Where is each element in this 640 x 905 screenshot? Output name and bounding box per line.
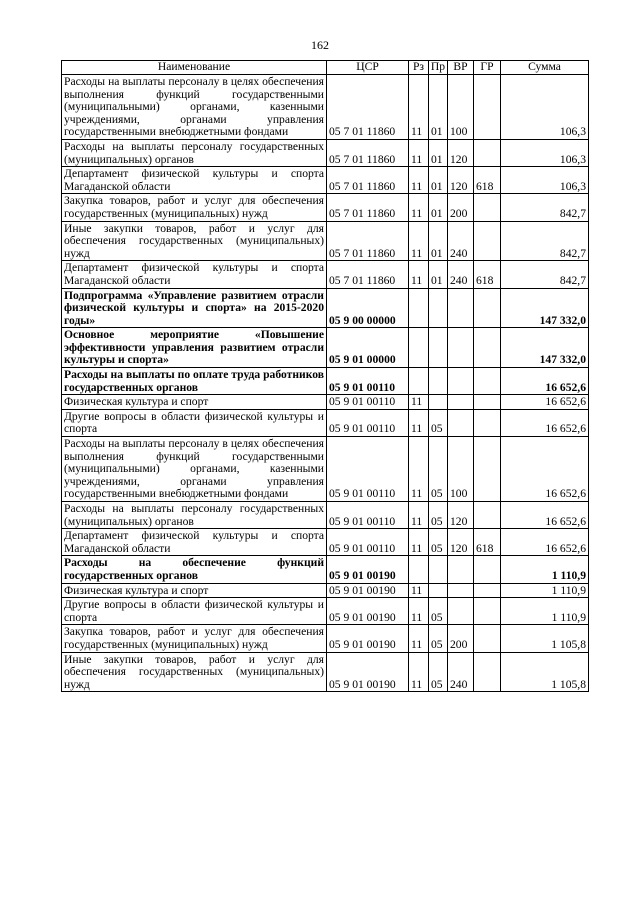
cell-pr: 01 — [429, 261, 448, 288]
cell-pr: 01 — [429, 221, 448, 261]
cell-name: Расходы на обеспечение функций государственных органов — [62, 556, 327, 583]
header-rz: Рз — [409, 61, 429, 75]
cell-csr: 05 9 01 00110 — [327, 502, 409, 529]
cell-vr — [448, 368, 474, 395]
cell-csr: 05 7 01 11860 — [327, 261, 409, 288]
cell-sum: 1 110,9 — [501, 556, 589, 583]
cell-sum: 106,3 — [501, 167, 589, 194]
cell-gr — [474, 194, 501, 221]
table-row — [62, 221, 589, 261]
cell-rz — [409, 368, 429, 395]
cell-name: Закупка товаров, работ и услуг для обеспечения государственных (муниципальных) нужд — [62, 194, 327, 221]
cell-name: Основное мероприятие «Повышение эффективности управления развитием отрасли культуры и спорта» — [62, 328, 327, 368]
cell-gr — [474, 502, 501, 529]
cell-rz: 11 — [409, 167, 429, 194]
cell-vr: 100 — [448, 75, 474, 140]
header-pr: Пр — [429, 61, 448, 75]
cell-csr: 05 9 01 00190 — [327, 652, 409, 692]
cell-sum: 842,7 — [501, 261, 589, 288]
cell-name: Расходы на выплаты персоналу государственных (муниципальных) органов — [62, 502, 327, 529]
table-row — [62, 288, 589, 328]
cell-sum: 16 652,6 — [501, 409, 589, 436]
cell-gr — [474, 328, 501, 368]
cell-rz: 11 — [409, 221, 429, 261]
cell-gr — [474, 625, 501, 652]
cell-sum: 16 652,6 — [501, 437, 589, 502]
cell-pr: 01 — [429, 194, 448, 221]
cell-pr: 05 — [429, 502, 448, 529]
cell-rz: 11 — [409, 261, 429, 288]
cell-sum: 106,3 — [501, 139, 589, 166]
cell-sum: 16 652,6 — [501, 502, 589, 529]
cell-csr: 05 9 01 00190 — [327, 583, 409, 598]
cell-pr: 05 — [429, 529, 448, 556]
cell-vr — [448, 288, 474, 328]
table-row — [62, 502, 589, 529]
cell-name: Расходы на выплаты персоналу государственных (муниципальных) органов — [62, 139, 327, 166]
header-csr: ЦСР — [327, 61, 409, 75]
cell-sum: 842,7 — [501, 221, 589, 261]
cell-sum: 1 110,9 — [501, 583, 589, 598]
cell-gr — [474, 556, 501, 583]
cell-rz: 11 — [409, 194, 429, 221]
table-row — [62, 556, 589, 583]
cell-name: Расходы на выплаты по оплате труда работников государственных органов — [62, 368, 327, 395]
cell-name: Департамент физической культуры и спорта Магаданской области — [62, 261, 327, 288]
table-row — [62, 395, 589, 410]
cell-gr — [474, 409, 501, 436]
cell-csr: 05 9 01 00110 — [327, 437, 409, 502]
header-sum: Сумма — [501, 61, 589, 75]
cell-csr: 05 9 01 00190 — [327, 556, 409, 583]
cell-csr: 05 9 01 00190 — [327, 598, 409, 625]
cell-name: Департамент физической культуры и спорта Магаданской области — [62, 167, 327, 194]
cell-rz: 11 — [409, 625, 429, 652]
cell-pr: 05 — [429, 625, 448, 652]
cell-rz: 11 — [409, 409, 429, 436]
cell-vr: 240 — [448, 221, 474, 261]
cell-gr — [474, 75, 501, 140]
cell-pr: 05 — [429, 652, 448, 692]
cell-csr: 05 7 01 11860 — [327, 167, 409, 194]
cell-pr: 05 — [429, 437, 448, 502]
cell-csr: 05 9 01 00110 — [327, 395, 409, 410]
cell-vr: 120 — [448, 502, 474, 529]
cell-name: Другие вопросы в области физической культуры и спорта — [62, 409, 327, 436]
cell-gr — [474, 652, 501, 692]
cell-name: Другие вопросы в области физической культуры и спорта — [62, 598, 327, 625]
cell-rz: 11 — [409, 583, 429, 598]
table-row — [62, 167, 589, 194]
cell-vr: 240 — [448, 652, 474, 692]
table-row — [62, 529, 589, 556]
cell-pr — [429, 288, 448, 328]
cell-name: Физическая культура и спорт — [62, 583, 327, 598]
cell-rz: 11 — [409, 395, 429, 410]
cell-vr: 100 — [448, 437, 474, 502]
cell-rz: 11 — [409, 652, 429, 692]
cell-csr: 05 7 01 11860 — [327, 194, 409, 221]
cell-gr: 618 — [474, 529, 501, 556]
page-number: 162 — [311, 38, 329, 52]
cell-vr: 200 — [448, 194, 474, 221]
cell-sum: 147 332,0 — [501, 288, 589, 328]
table-row — [62, 437, 589, 502]
cell-name: Иные закупки товаров, работ и услуг для обеспечения государственных (муниципальных) нужд — [62, 221, 327, 261]
cell-rz: 11 — [409, 529, 429, 556]
cell-name: Закупка товаров, работ и услуг для обеспечения государственных (муниципальных) нужд — [62, 625, 327, 652]
table-body — [62, 75, 589, 692]
cell-vr — [448, 583, 474, 598]
cell-sum: 16 652,6 — [501, 529, 589, 556]
cell-sum: 16 652,6 — [501, 368, 589, 395]
table-row — [62, 368, 589, 395]
header-gr: ГР — [474, 61, 501, 75]
cell-csr: 05 7 01 11860 — [327, 221, 409, 261]
cell-name: Иные закупки товаров, работ и услуг для обеспечения государственных (муниципальных) нужд — [62, 652, 327, 692]
cell-gr — [474, 221, 501, 261]
cell-gr — [474, 139, 501, 166]
cell-pr — [429, 583, 448, 598]
cell-sum: 106,3 — [501, 75, 589, 140]
cell-csr: 05 9 01 00000 — [327, 328, 409, 368]
cell-rz — [409, 288, 429, 328]
table-row — [62, 75, 589, 140]
cell-gr: 618 — [474, 167, 501, 194]
cell-sum: 16 652,6 — [501, 395, 589, 410]
table-row — [62, 409, 589, 436]
cell-pr: 05 — [429, 598, 448, 625]
cell-sum: 1 105,8 — [501, 652, 589, 692]
cell-csr: 05 7 01 11860 — [327, 139, 409, 166]
cell-gr — [474, 395, 501, 410]
table-row — [62, 625, 589, 652]
table-row — [62, 328, 589, 368]
cell-rz — [409, 556, 429, 583]
cell-gr: 618 — [474, 261, 501, 288]
header-name: Наименование — [62, 61, 327, 75]
cell-pr — [429, 395, 448, 410]
table-row — [62, 652, 589, 692]
cell-gr — [474, 583, 501, 598]
cell-sum: 1 110,9 — [501, 598, 589, 625]
cell-vr — [448, 598, 474, 625]
cell-csr: 05 9 00 00000 — [327, 288, 409, 328]
cell-gr — [474, 598, 501, 625]
cell-csr: 05 9 01 00110 — [327, 529, 409, 556]
table-header-row — [62, 61, 589, 75]
cell-vr — [448, 328, 474, 368]
cell-vr: 120 — [448, 167, 474, 194]
cell-vr — [448, 409, 474, 436]
header-vr: ВР — [448, 61, 474, 75]
cell-sum: 842,7 — [501, 194, 589, 221]
cell-name: Департамент физической культуры и спорта Магаданской области — [62, 529, 327, 556]
cell-gr — [474, 437, 501, 502]
cell-csr: 05 7 01 11860 — [327, 75, 409, 140]
cell-pr: 01 — [429, 75, 448, 140]
cell-vr — [448, 556, 474, 583]
cell-vr: 120 — [448, 139, 474, 166]
table-row — [62, 598, 589, 625]
table-row — [62, 139, 589, 166]
cell-name: Физическая культура и спорт — [62, 395, 327, 410]
cell-sum: 1 105,8 — [501, 625, 589, 652]
cell-vr: 240 — [448, 261, 474, 288]
table-row — [62, 194, 589, 221]
cell-pr — [429, 368, 448, 395]
cell-gr — [474, 288, 501, 328]
cell-pr: 01 — [429, 139, 448, 166]
table-row — [62, 583, 589, 598]
cell-name: Расходы на выплаты персоналу в целях обеспечения выполнения функций государственными (муниципальными) органами, казенными учреждениями, органами управления государственными внебюджетными фондами — [62, 437, 327, 502]
cell-gr — [474, 368, 501, 395]
cell-pr — [429, 556, 448, 583]
cell-pr: 05 — [429, 409, 448, 436]
cell-vr: 200 — [448, 625, 474, 652]
cell-vr: 120 — [448, 529, 474, 556]
budget-table — [61, 60, 589, 692]
cell-rz: 11 — [409, 437, 429, 502]
cell-rz: 11 — [409, 598, 429, 625]
cell-name: Расходы на выплаты персоналу в целях обеспечения выполнения функций государственными (муниципальными) органами, казенными учреждениями, органами управления государственными внебюджетными фондами — [62, 75, 327, 140]
cell-pr: 01 — [429, 167, 448, 194]
cell-rz: 11 — [409, 502, 429, 529]
cell-csr: 05 9 01 00190 — [327, 625, 409, 652]
cell-rz: 11 — [409, 139, 429, 166]
cell-name: Подпрограмма «Управление развитием отрасли физической культуры и спорта» на 2015-2020 годы» — [62, 288, 327, 328]
cell-pr — [429, 328, 448, 368]
table-row — [62, 261, 589, 288]
cell-csr: 05 9 01 00110 — [327, 409, 409, 436]
cell-sum: 147 332,0 — [501, 328, 589, 368]
cell-vr — [448, 395, 474, 410]
cell-csr: 05 9 01 00110 — [327, 368, 409, 395]
cell-rz: 11 — [409, 75, 429, 140]
cell-rz — [409, 328, 429, 368]
